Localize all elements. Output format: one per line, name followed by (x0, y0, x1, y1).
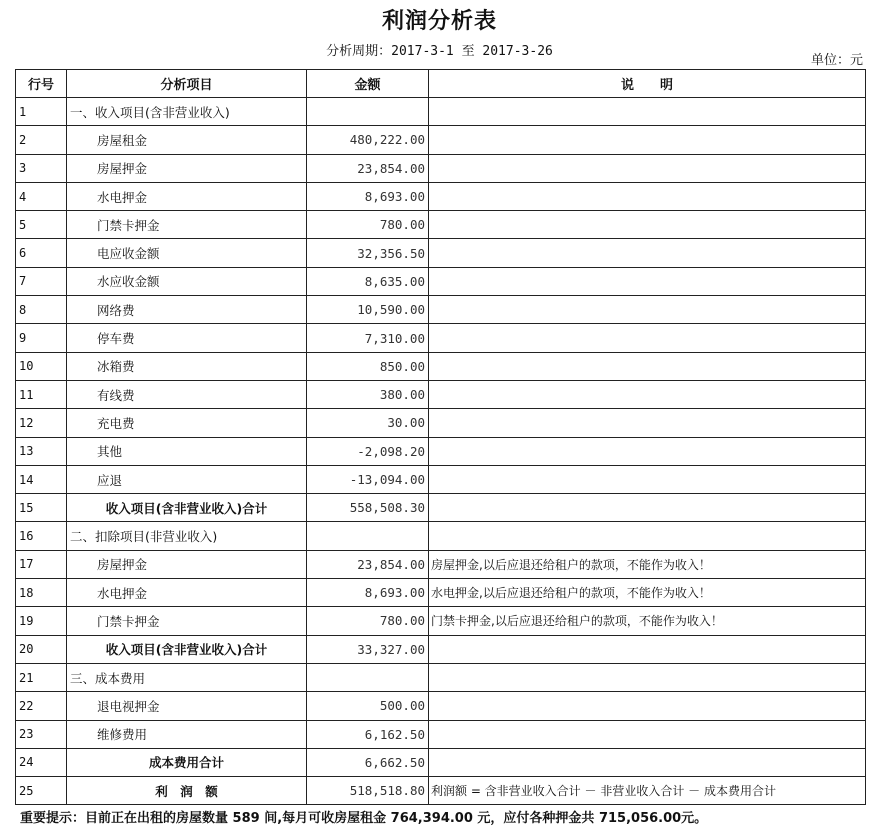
row-amount: 780.00 (307, 211, 429, 239)
row-amount: 6,662.50 (307, 748, 429, 776)
table-row (16, 98, 866, 126)
row-note (429, 182, 866, 210)
row-item: 水应收金额 (67, 267, 307, 295)
row-item: 房屋押金 (67, 154, 307, 182)
row-note (429, 239, 866, 267)
row-amount: -13,094.00 (307, 465, 429, 493)
row-note (429, 748, 866, 776)
table-row (16, 748, 866, 776)
row-amount: 500.00 (307, 692, 429, 720)
profit-analysis-table (15, 69, 866, 805)
row-item: 门禁卡押金 (67, 211, 307, 239)
row-amount: 8,693.00 (307, 579, 429, 607)
row-number: 20 (16, 635, 67, 663)
row-amount: 780.00 (307, 607, 429, 635)
row-number: 1 (16, 98, 67, 126)
column-header-note: 说 明 (429, 70, 866, 98)
row-amount (307, 98, 429, 126)
row-item: 电应收金额 (67, 239, 307, 267)
row-number: 3 (16, 154, 67, 182)
row-item: 二、扣除项目(非营业收入) (67, 522, 307, 550)
table-row (16, 522, 866, 550)
table-row (16, 777, 866, 805)
row-note (429, 352, 866, 380)
row-note (429, 720, 866, 748)
row-number: 12 (16, 409, 67, 437)
row-note (429, 324, 866, 352)
row-note (429, 409, 866, 437)
row-amount (307, 663, 429, 691)
row-amount: 8,635.00 (307, 267, 429, 295)
table-row (16, 267, 866, 295)
row-number: 13 (16, 437, 67, 465)
row-amount: 480,222.00 (307, 126, 429, 154)
row-note (429, 296, 866, 324)
row-number: 14 (16, 465, 67, 493)
row-note: 利润额 = 含非营业收入合计 － 非营业收入合计 － 成本费用合计 (429, 777, 866, 805)
table-row (16, 720, 866, 748)
row-item: 成本费用合计 (67, 748, 307, 776)
row-number: 23 (16, 720, 67, 748)
table-row (16, 692, 866, 720)
row-amount: 8,693.00 (307, 182, 429, 210)
column-header-amount: 金额 (307, 70, 429, 98)
row-amount: 558,508.30 (307, 494, 429, 522)
table-row (16, 635, 866, 663)
row-amount: 6,162.50 (307, 720, 429, 748)
column-header-item: 分析项目 (67, 70, 307, 98)
table-row (16, 494, 866, 522)
table-row (16, 324, 866, 352)
row-amount: 23,854.00 (307, 550, 429, 578)
row-number: 17 (16, 550, 67, 578)
row-number: 5 (16, 211, 67, 239)
row-number: 11 (16, 380, 67, 408)
column-header-row-no: 行号 (16, 70, 67, 98)
row-number: 8 (16, 296, 67, 324)
row-amount: 23,854.00 (307, 154, 429, 182)
row-note: 门禁卡押金,以后应退还给租户的款项，不能作为收入！ (429, 607, 866, 635)
table-row (16, 409, 866, 437)
row-number: 18 (16, 579, 67, 607)
row-number: 7 (16, 267, 67, 295)
row-number: 6 (16, 239, 67, 267)
row-number: 9 (16, 324, 67, 352)
row-amount: 518,518.80 (307, 777, 429, 805)
row-item: 收入项目(含非营业收入)合计 (67, 635, 307, 663)
row-note (429, 98, 866, 126)
table-row (16, 182, 866, 210)
row-item: 应退 (67, 465, 307, 493)
row-item: 水电押金 (67, 579, 307, 607)
row-number: 15 (16, 494, 67, 522)
row-number: 19 (16, 607, 67, 635)
row-number: 24 (16, 748, 67, 776)
important-notice: 重要提示：目前正在出租的房屋数量 589 间,每月可收房屋租金 764,394.00 元，应付各种押金共 715,056.00元。 (20, 811, 708, 826)
row-item: 冰箱费 (67, 352, 307, 380)
row-note (429, 663, 866, 691)
table-row (16, 352, 866, 380)
row-item: 房屋押金 (67, 550, 307, 578)
row-note (429, 211, 866, 239)
row-item: 三、成本费用 (67, 663, 307, 691)
row-item: 收入项目(含非营业收入)合计 (67, 494, 307, 522)
row-item: 房屋租金 (67, 126, 307, 154)
row-number: 22 (16, 692, 67, 720)
table-row (16, 126, 866, 154)
table-row (16, 296, 866, 324)
row-item: 停车费 (67, 324, 307, 352)
table-row (16, 579, 866, 607)
row-number: 10 (16, 352, 67, 380)
row-item: 门禁卡押金 (67, 607, 307, 635)
table-row (16, 465, 866, 493)
row-note (429, 465, 866, 493)
row-number: 25 (16, 777, 67, 805)
row-number: 16 (16, 522, 67, 550)
table-header-row (16, 70, 866, 98)
table-row (16, 211, 866, 239)
row-note (429, 692, 866, 720)
table-row (16, 607, 866, 635)
row-note (429, 437, 866, 465)
row-item: 充电费 (67, 409, 307, 437)
row-note (429, 494, 866, 522)
row-item: 水电押金 (67, 182, 307, 210)
row-note: 水电押金,以后应退还给租户的款项，不能作为收入！ (429, 579, 866, 607)
row-item: 有线费 (67, 380, 307, 408)
row-note (429, 380, 866, 408)
row-amount: 10,590.00 (307, 296, 429, 324)
table-row (16, 154, 866, 182)
row-amount: 30.00 (307, 409, 429, 437)
row-number: 4 (16, 182, 67, 210)
row-amount: 850.00 (307, 352, 429, 380)
table-row (16, 380, 866, 408)
row-item: 其他 (67, 437, 307, 465)
table-row (16, 437, 866, 465)
row-amount: -2,098.20 (307, 437, 429, 465)
row-note (429, 635, 866, 663)
row-item: 利 润 额 (67, 777, 307, 805)
row-amount: 33,327.00 (307, 635, 429, 663)
table-row (16, 663, 866, 691)
row-number: 2 (16, 126, 67, 154)
table-row (16, 550, 866, 578)
row-note (429, 267, 866, 295)
row-amount: 32,356.50 (307, 239, 429, 267)
row-note (429, 522, 866, 550)
row-note (429, 126, 866, 154)
row-note: 房屋押金,以后应退还给租户的款项，不能作为收入！ (429, 550, 866, 578)
unit-label: 单位：元 (810, 53, 863, 68)
row-item: 退电视押金 (67, 692, 307, 720)
row-number: 21 (16, 663, 67, 691)
table-row (16, 239, 866, 267)
row-amount: 7,310.00 (307, 324, 429, 352)
row-note (429, 154, 866, 182)
row-item: 网络费 (67, 296, 307, 324)
row-amount (307, 522, 429, 550)
row-item: 一、收入项目(含非营业收入) (67, 98, 307, 126)
report-title: 利润分析表 (381, 9, 497, 34)
row-amount: 380.00 (307, 380, 429, 408)
analysis-period: 分析周期：2017-3-1 至 2017-3-26 (326, 44, 553, 59)
row-item: 维修费用 (67, 720, 307, 748)
